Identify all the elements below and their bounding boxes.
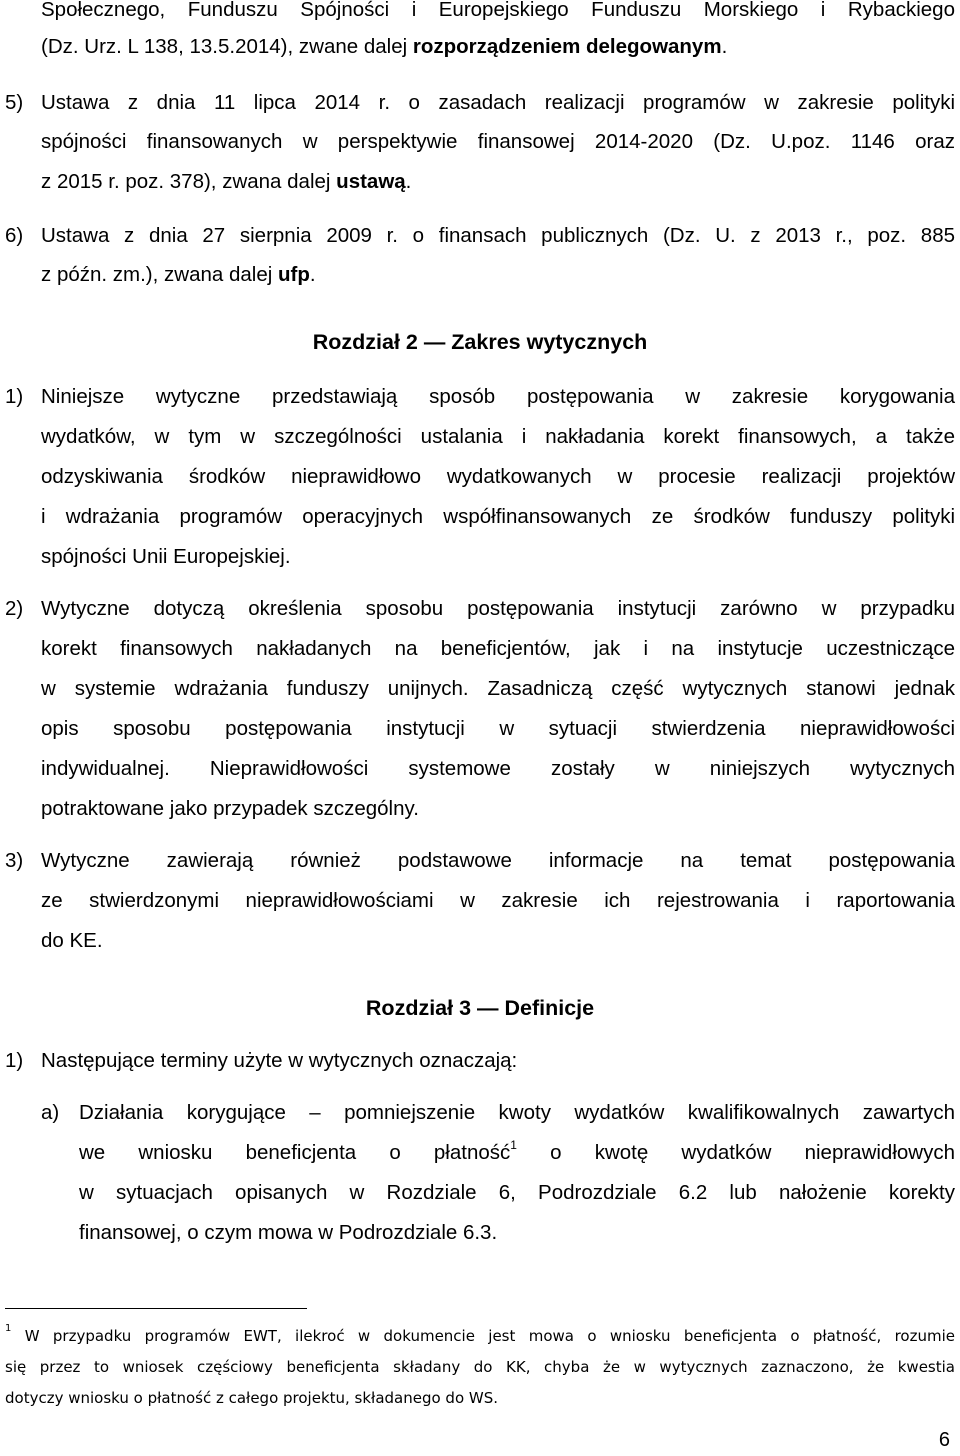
paragraph-line: indywidualnej. Nieprawidłowości systemowe zostały w niniejszych wytycznych — [41, 757, 955, 780]
item-number: 1) — [5, 1049, 24, 1072]
footnote-number: 1 — [5, 1323, 12, 1334]
paragraph-line: wydatków, w tym w szczególności ustalania i nakładania korekt finansowych, a także — [41, 425, 955, 448]
paragraph-line: z 2015 r. poz. 378), zwana dalej ustawą. — [41, 170, 412, 193]
paragraph-line: (Dz. Urz. L 138, 13.5.2014), zwane dalej rozporządzeniem delegowanym. — [41, 35, 728, 58]
paragraph-line: do KE. — [41, 929, 103, 952]
footnote-reference[interactable]: 1 — [510, 1138, 517, 1153]
paragraph-line: z późn. zm.), zwana dalej ufp. — [41, 263, 316, 286]
paragraph-line: ze stwierdzonymi nieprawidłowościami w zakresie ich rejestrowania i raportowania — [41, 889, 955, 912]
paragraph-line: spójności Unii Europejskiej. — [41, 545, 291, 568]
item-number: 3) — [5, 849, 24, 872]
chapter-heading: Rozdział 2 — Zakres wytycznych — [312, 330, 648, 354]
item-number: 1) — [5, 385, 24, 408]
paragraph-line: w systemie wdrażania funduszy unijnych. Zasadniczą część wytycznych stanowi jednak — [41, 677, 955, 700]
paragraph-line: i wdrażania programów operacyjnych współfinansowanych ze środków funduszy polityki — [41, 505, 955, 528]
paragraph-line: Wytyczne dotyczą określenia sposobu postępowania instytucji zarówno w przypadku — [41, 597, 955, 620]
paragraph-line: potraktowane jako przypadek szczególny. — [41, 797, 419, 820]
footnote-line: dotyczy wniosku o płatność z całego projektu, składanego do WS. — [5, 1389, 499, 1407]
paragraph-line: we wniosku beneficjenta o płatność$^1$ o kwotę wydatków nieprawidłowych — [79, 1138, 955, 1164]
paragraph-line: opis sposobu postępowania instytucji w sytuacji stwierdzenia nieprawidłowości — [41, 717, 955, 740]
paragraph-line: Ustawa z dnia 27 sierpnia 2009 r. o finansach publicznych (Dz. U. z 2013 r., poz. 885 — [41, 224, 955, 247]
defined-term: rozporządzeniem delegowanym — [412, 35, 722, 58]
paragraph-line: odzyskiwania środków nieprawidłowo wydatkowanych w procesie realizacji projektów — [41, 465, 955, 488]
paragraph-line: Następujące terminy użyte w wytycznych oznaczają: — [41, 1049, 518, 1072]
paragraph-line: w sytuacjach opisanych w Rozdziale 6, Podrozdziale 6.2 lub nałożenie korekty — [79, 1181, 955, 1204]
paragraph-line: Wytyczne zawierają również podstawowe informacje na temat postępowania — [41, 849, 955, 872]
paragraph-line: spójności finansowanych w perspektywie finansowej 2014-2020 (Dz. U.poz. 1146 oraz — [41, 130, 955, 153]
defined-term: ustawą — [336, 170, 406, 193]
paragraph-line: Działania korygujące – pomniejszenie kwoty wydatków kwalifikowalnych zawartych — [79, 1101, 955, 1124]
item-letter: a) — [41, 1101, 60, 1124]
paragraph-line: korekt finansowych nakładanych na beneficjentów, jak i na instytucje uczestniczące — [41, 637, 955, 660]
paragraph-line: Niniejsze wytyczne przedstawiają sposób postępowania w zakresie korygowania — [41, 385, 955, 408]
page-number: 6 — [938, 1429, 950, 1451]
footnote-line: się przez to wniosek częściowy beneficjenta składany do KK, chyba że w wytycznych zaznaczono, że kwestia — [5, 1358, 955, 1376]
item-number: 6) — [5, 224, 24, 247]
paragraph-line: Ustawa z dnia 11 lipca 2014 r. o zasadach realizacji programów w zakresie polityki — [41, 91, 955, 114]
item-number: 2) — [5, 597, 24, 620]
item-number: 5) — [5, 91, 24, 114]
footnote-line: $^1$ W przypadku programów EWT, ilekroć w dokumencie jest mowa o wniosku beneficjenta o płatność, rozumie — [5, 1323, 955, 1345]
paragraph-line: finansowej, o czym mowa w Podrozdziale 6.3. — [79, 1221, 498, 1244]
chapter-heading: Rozdział 3 — Definicje — [365, 996, 595, 1020]
paragraph-line: Społecznego, Funduszu Spójności i Europejskiego Funduszu Morskiego i Rybackiego — [41, 0, 955, 21]
footnote-separator — [5, 1308, 307, 1309]
defined-term: ufp — [278, 263, 310, 286]
